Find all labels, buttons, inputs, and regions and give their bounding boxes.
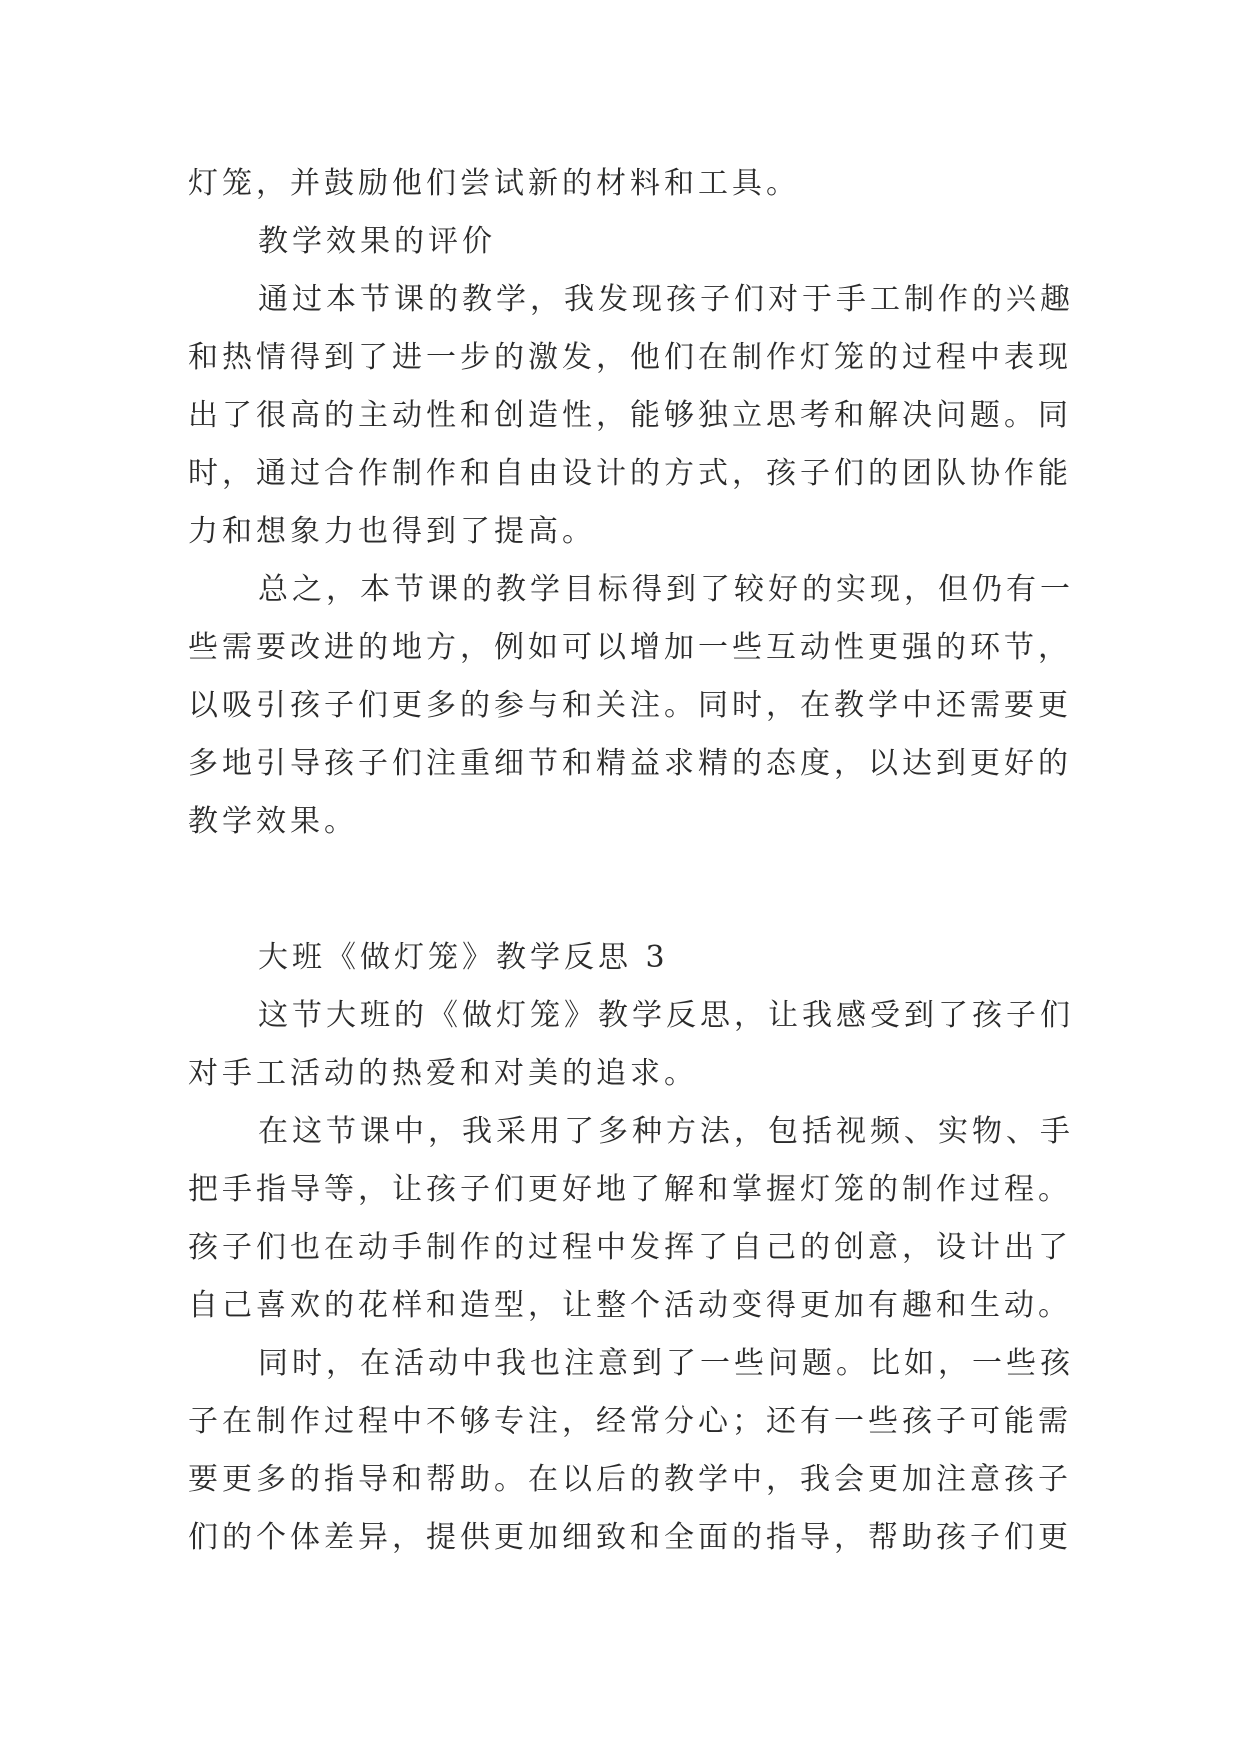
section-gap bbox=[188, 851, 1068, 929]
section-top bbox=[188, 155, 1074, 851]
text-line: 多地引导孩子们注重细节和精益求精的态度，以达到更好的 bbox=[188, 746, 1072, 781]
text-line: 同时，在活动中我也注意到了一些问题。比如，一些孩 bbox=[258, 1346, 1074, 1381]
section-title: 大班《做灯笼》教学反思 3 bbox=[258, 940, 669, 975]
text-line: 些需要改进的地方，例如可以增加一些互动性更强的环节， bbox=[188, 630, 1072, 665]
subheading-line: 教学效果的评价 bbox=[258, 224, 496, 259]
text-line: 对手工活动的热爱和对美的追求。 bbox=[188, 1056, 698, 1091]
text-line: 出了很高的主动性和创造性，能够独立思考和解决问题。同 bbox=[188, 398, 1072, 433]
section-bottom bbox=[188, 929, 1074, 1567]
text-line: 要更多的指导和帮助。在以后的教学中，我会更加注意孩子 bbox=[188, 1462, 1072, 1497]
text-line: 通过本节课的教学，我发现孩子们对于手工制作的兴趣 bbox=[258, 282, 1074, 317]
text-line: 教学效果。 bbox=[188, 804, 358, 839]
text-line: 总之，本节课的教学目标得到了较好的实现，但仍有一 bbox=[258, 572, 1074, 607]
text-line: 这节大班的《做灯笼》教学反思，让我感受到了孩子们 bbox=[258, 998, 1074, 1033]
text-line: 孩子们也在动手制作的过程中发挥了自己的创意，设计出了 bbox=[188, 1230, 1072, 1265]
text-line: 自己喜欢的花样和造型，让整个活动变得更加有趣和生动。 bbox=[188, 1288, 1072, 1323]
text-line: 时，通过合作制作和自由设计的方式，孩子们的团队协作能 bbox=[188, 456, 1072, 491]
text-line: 和热情得到了进一步的激发，他们在制作灯笼的过程中表现 bbox=[188, 340, 1072, 375]
text-line: 们的个体差异，提供更加细致和全面的指导，帮助孩子们更 bbox=[188, 1520, 1072, 1555]
text-line: 子在制作过程中不够专注，经常分心；还有一些孩子可能需 bbox=[188, 1404, 1072, 1439]
text-line: 力和想象力也得到了提高。 bbox=[188, 514, 596, 549]
text-line: 灯笼，并鼓励他们尝试新的材料和工具。 bbox=[188, 166, 800, 201]
text-line: 以吸引孩子们更多的参与和关注。同时，在教学中还需要更 bbox=[188, 688, 1072, 723]
text-line: 在这节课中，我采用了多种方法，包括视频、实物、手 bbox=[258, 1114, 1074, 1149]
document-body bbox=[188, 155, 1074, 1567]
text-line: 把手指导等，让孩子们更好地了解和掌握灯笼的制作过程。 bbox=[188, 1172, 1072, 1207]
